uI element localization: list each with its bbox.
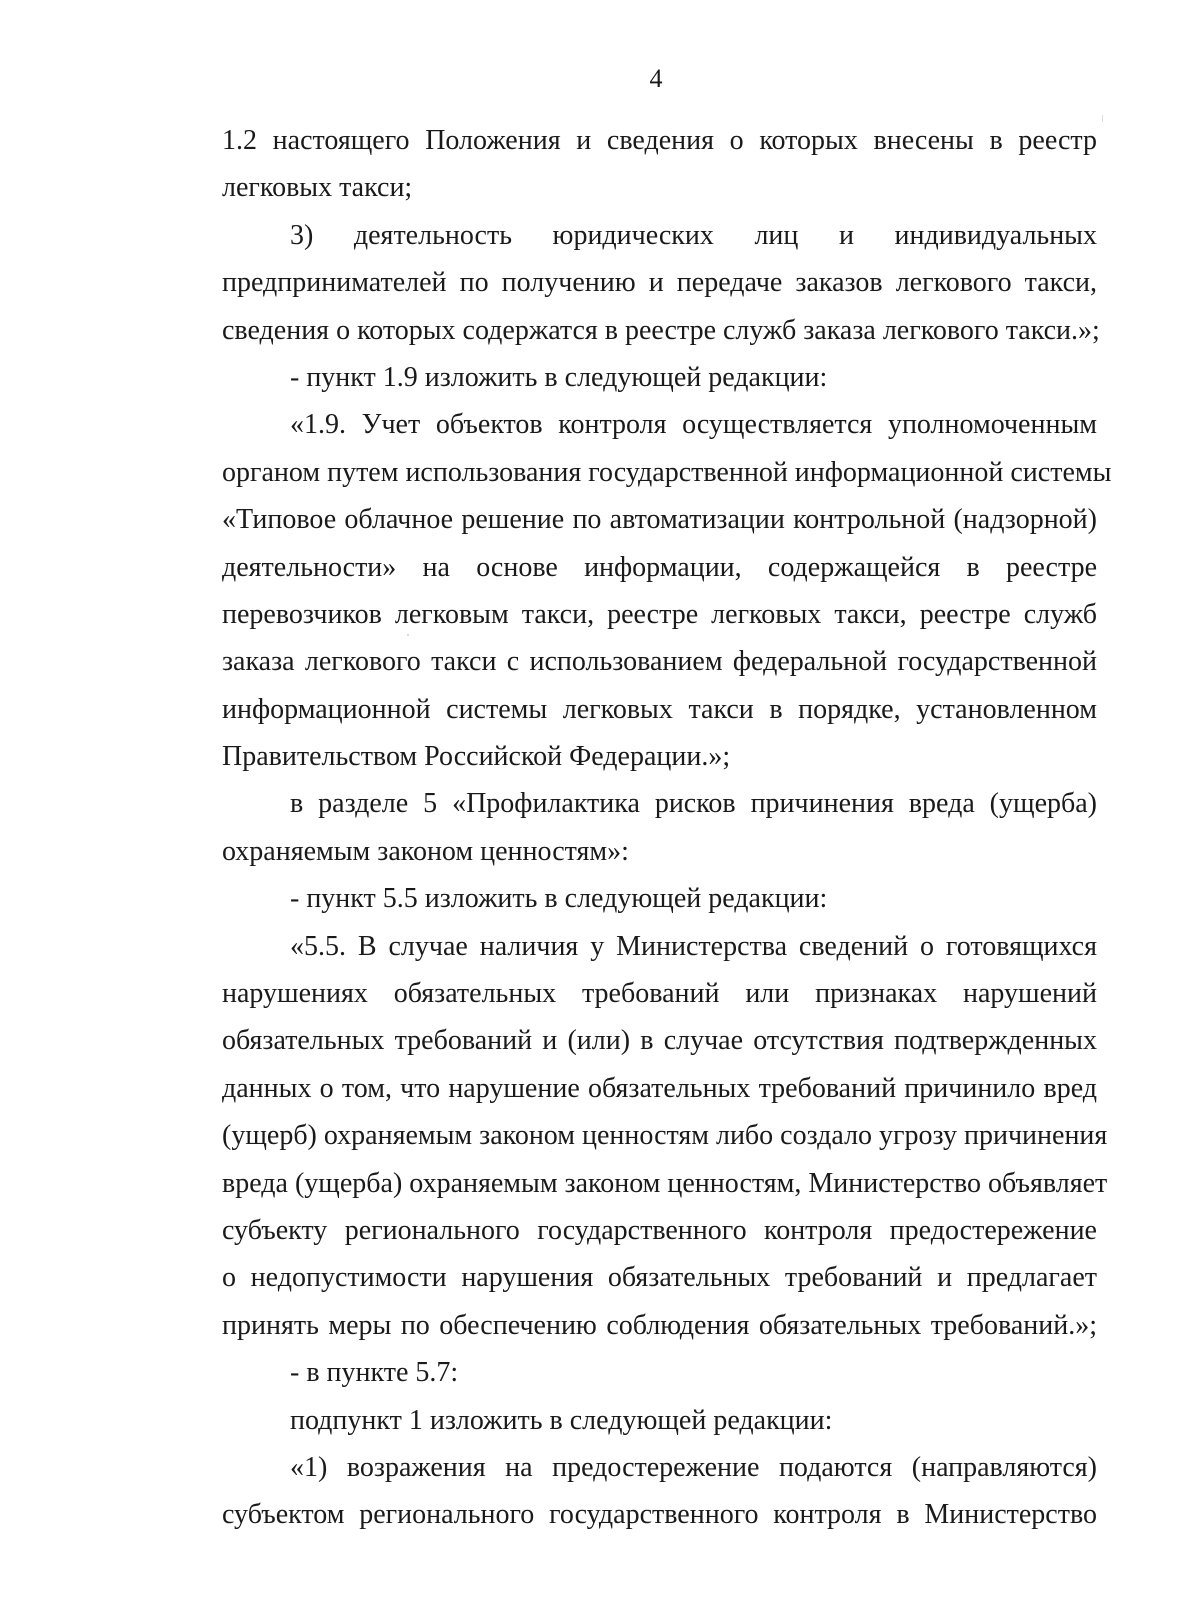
text-line: нарушениях обязательных требований или признаках нарушений xyxy=(222,978,1097,1010)
text-line: вреда (ущерба) охраняемым законом ценностям, Министерство объявляет xyxy=(222,1167,1108,1199)
text-line: (ущерб) охраняемым законом ценностям либо создало угрозу причинения xyxy=(222,1120,1108,1152)
page-number: 4 xyxy=(649,64,663,93)
text-line: - пункт 5.5 изложить в следующей редакции: xyxy=(290,883,828,915)
text-line: субъекту регионального государственного контроля предостережение xyxy=(222,1214,1097,1246)
text-line: «Типовое облачное решение по автоматизации контрольной (надзорной) xyxy=(222,504,1097,536)
text-line: перевозчиков легковым такси, реестре легковых такси, реестре служб xyxy=(222,598,1097,630)
text-line: подпункт 1 изложить в следующей редакции: xyxy=(290,1404,833,1436)
text-line: принять меры по обеспечению соблюдения обязательных требований.»; xyxy=(222,1309,1097,1341)
text-line: о недопустимости нарушения обязательных требований и предлагает xyxy=(222,1262,1097,1294)
text-line: данных о том, что нарушение обязательных требований причинило вред xyxy=(222,1072,1097,1104)
text-line: Правительством Российской Федерации.»; xyxy=(222,741,731,773)
text-line: субъектом регионального государственного контроля в Министерство xyxy=(222,1499,1097,1531)
text-line: предпринимателей по получению и передаче заказов легкового такси, xyxy=(222,267,1097,299)
text-line: охраняемым законом ценностям»: xyxy=(222,835,629,867)
text-line: в разделе 5 «Профилактика рисков причинения вреда (ущерба) xyxy=(290,788,1097,820)
text-line: 3) деятельность юридических лиц и индивидуальных xyxy=(290,219,1097,251)
text-line: «1.9. Учет объектов контроля осуществляется уполномоченным xyxy=(290,409,1097,441)
text-line: «5.5. В случае наличия у Министерства сведений о готовящихся xyxy=(290,930,1097,962)
text-line: 1.2 настоящего Положения и сведения о которых внесены в реестр xyxy=(222,125,1097,156)
text-line: информационной системы легковых такси в порядке, установленном xyxy=(222,693,1097,725)
text-line: заказа легкового такси с использованием федеральной государственной xyxy=(222,646,1097,678)
text-line: деятельности» на основе информации, содержащейся в реестре xyxy=(222,551,1097,583)
text-line: органом путем использования государственной информационной системы xyxy=(222,456,1112,488)
scan-edge-mark xyxy=(1102,115,1103,122)
document-body xyxy=(222,117,1112,1539)
scan-speck xyxy=(407,634,409,636)
text-line: сведения о которых содержатся в реестре служб заказа легкового такси.»; xyxy=(222,314,1100,346)
text-line: - пункт 1.9 изложить в следующей редакции: xyxy=(290,361,828,393)
text-line: «1) возражения на предостережение подаются (направляются) xyxy=(290,1451,1097,1483)
text-line: обязательных требований и (или) в случае отсутствия подтвержденных xyxy=(222,1025,1097,1057)
text-line: легковых такси; xyxy=(222,172,413,204)
text-line: - в пункте 5.7: xyxy=(290,1357,459,1389)
